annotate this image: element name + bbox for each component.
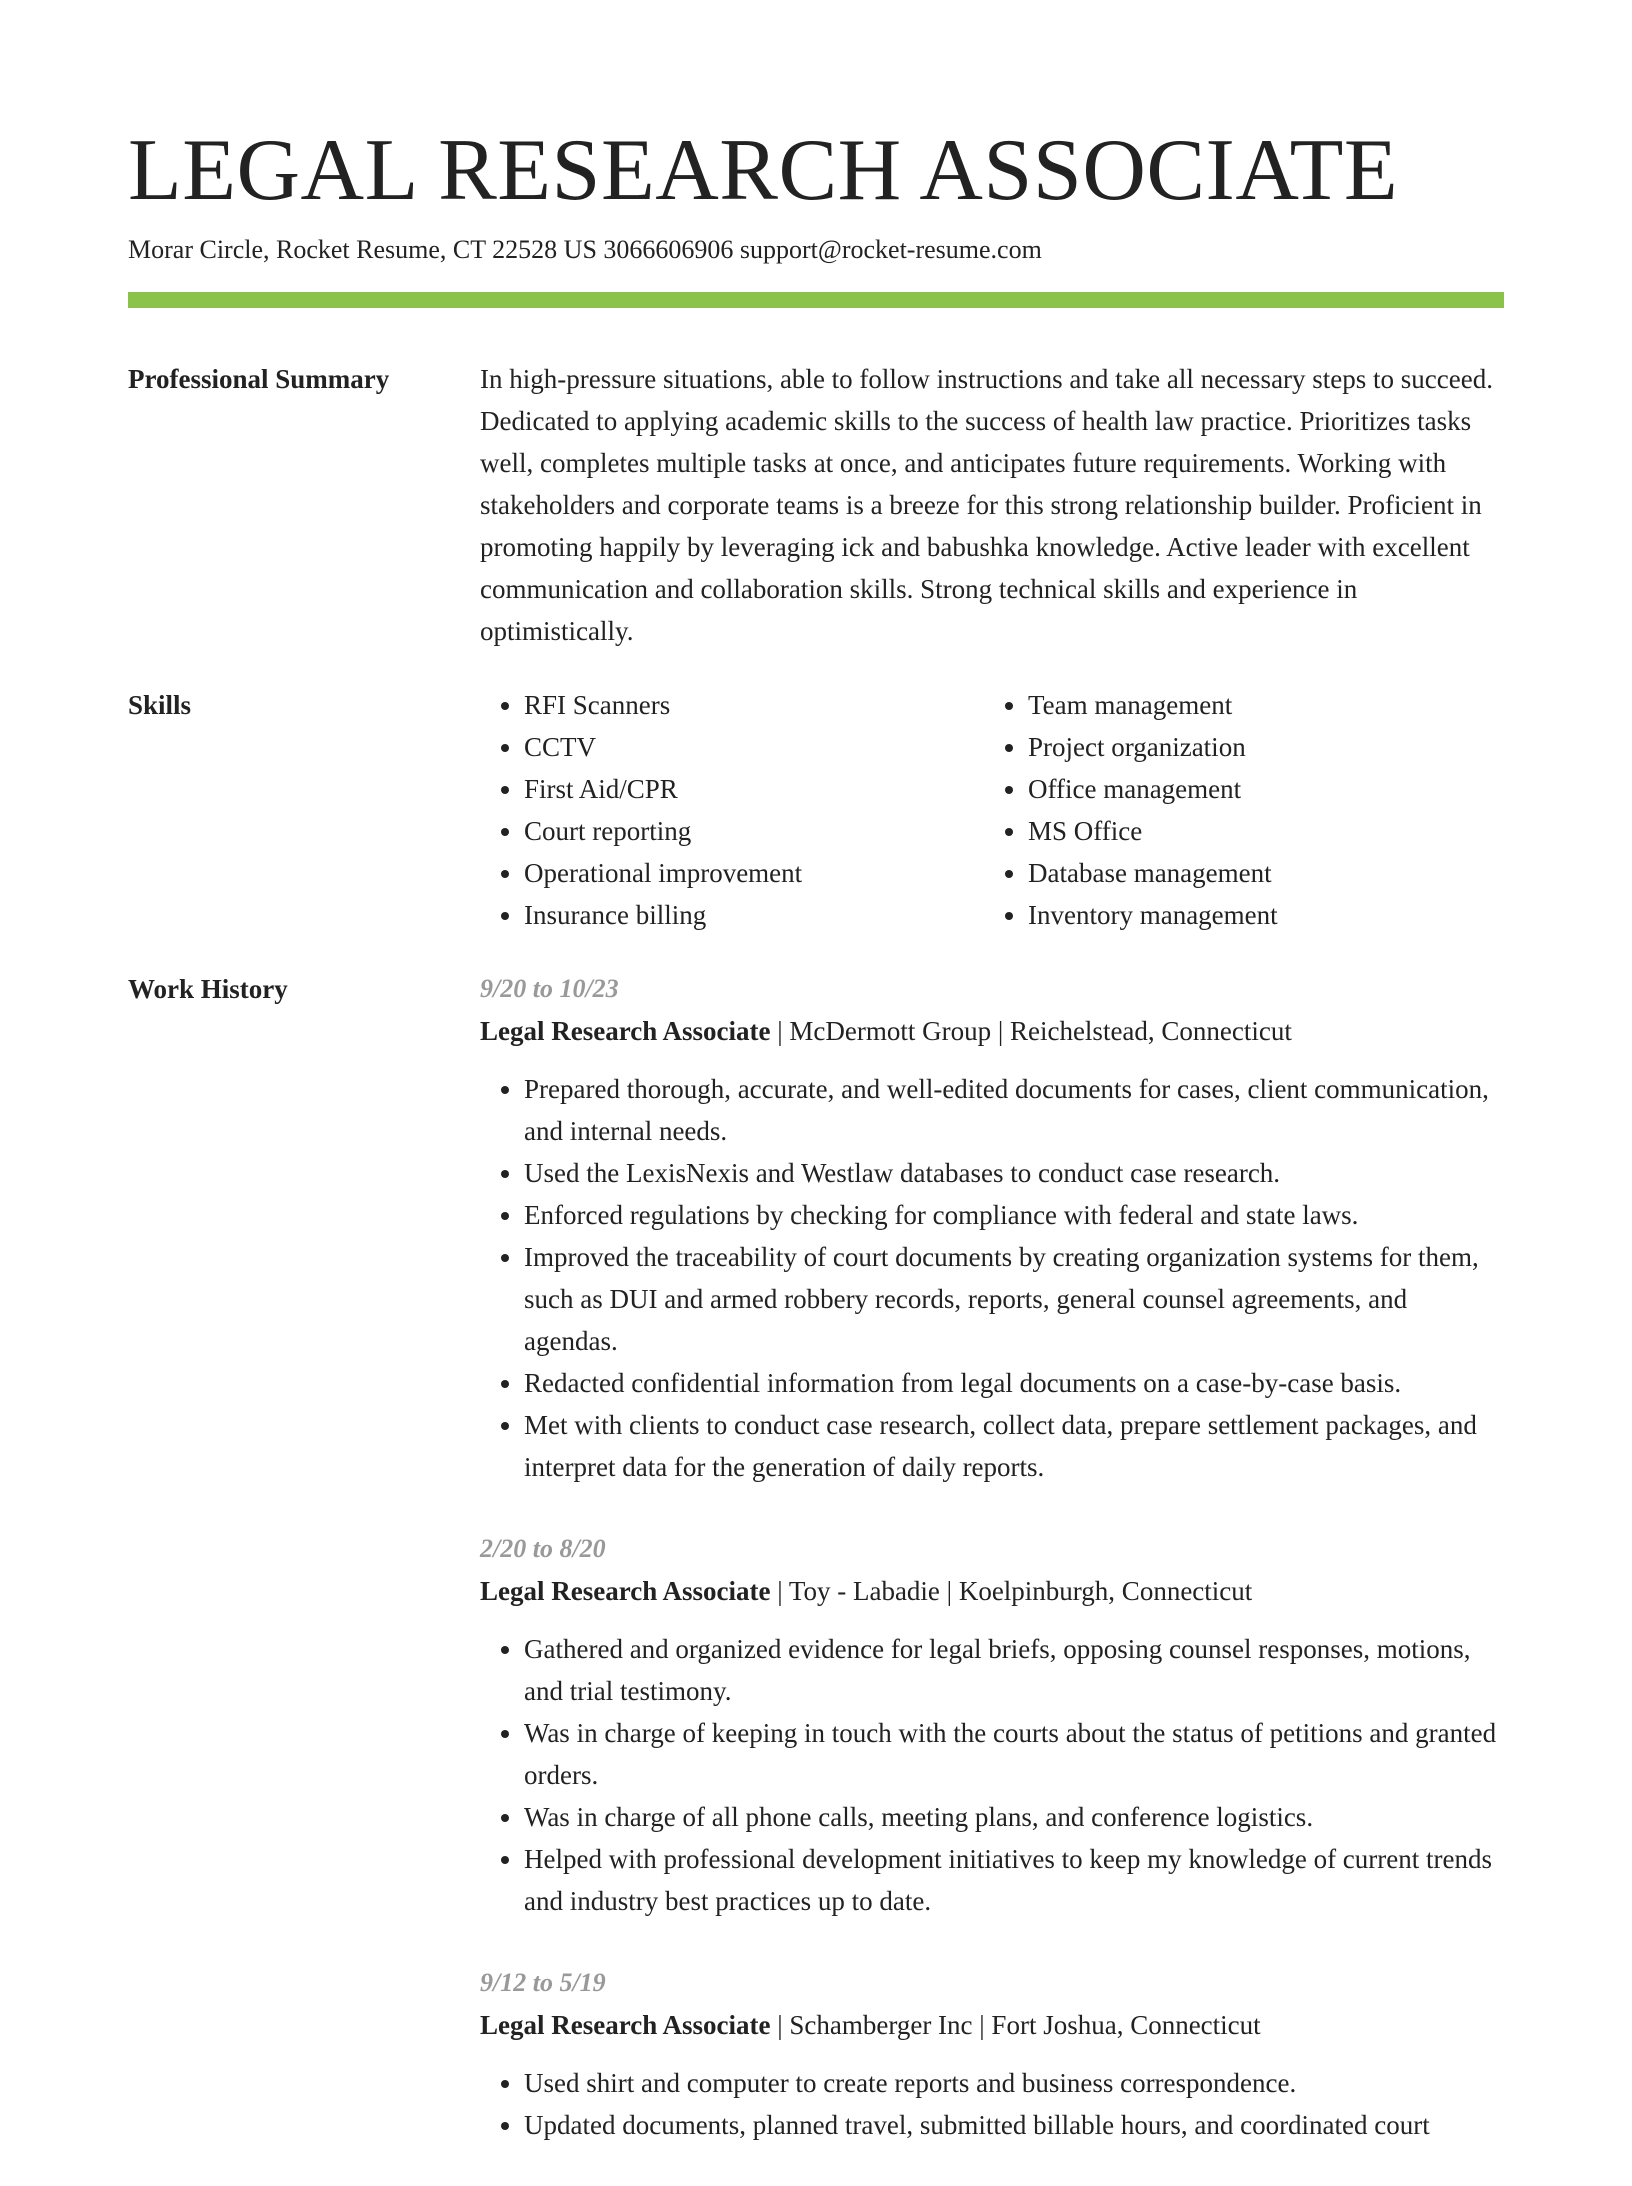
skill-item: • MS Office bbox=[1028, 810, 1488, 852]
job-bullet: • Helped with professional development initiatives to keep my knowledge of current trends and industry best practices up to date. bbox=[524, 1838, 1504, 1922]
skill-item: • Project organization bbox=[1028, 726, 1488, 768]
skill-item: • First Aid/CPR bbox=[524, 768, 984, 810]
job-title: Legal Research Associate bbox=[480, 2010, 771, 2040]
skill-item: • Inventory management bbox=[1028, 894, 1488, 936]
job-heading-line bbox=[480, 2004, 1504, 2046]
summary-heading: Professional Summary bbox=[128, 364, 390, 394]
skill-item: • RFI Scanners bbox=[524, 684, 984, 726]
job-dates: 2/20 to 8/20 bbox=[480, 1534, 606, 1563]
job-title: Legal Research Associate bbox=[480, 1576, 771, 1606]
job-bullet: • Redacted confidential information from legal documents on a case-by-case basis. bbox=[524, 1362, 1504, 1404]
job-dates: 9/20 to 10/23 bbox=[480, 974, 619, 1003]
skills-section bbox=[128, 684, 1504, 936]
skill-item: • Operational improvement bbox=[524, 852, 984, 894]
job-employer-location: | McDermott Group | Reichelstead, Connecticut bbox=[770, 1016, 1292, 1046]
skill-item: • Office management bbox=[1028, 768, 1488, 810]
accent-divider bbox=[128, 292, 1504, 308]
work-history-heading: Work History bbox=[128, 974, 288, 1004]
summary-section bbox=[128, 358, 1504, 652]
skill-item: • Database management bbox=[1028, 852, 1488, 894]
skill-item: • Court reporting bbox=[524, 810, 984, 852]
job-bullet: • Enforced regulations by checking for compliance with federal and state laws. bbox=[524, 1194, 1504, 1236]
job-bullet: • Prepared thorough, accurate, and well-edited documents for cases, client communication, and internal needs. bbox=[524, 1068, 1504, 1152]
job-bullet: • Improved the traceability of court documents by creating organization systems for them, such as DUI and armed robbery records, reports, general counsel agreements, and agendas. bbox=[524, 1236, 1504, 1362]
job-employer-location: | Schamberger Inc | Fort Joshua, Connecticut bbox=[770, 2010, 1261, 2040]
job-bullet: • Gathered and organized evidence for legal briefs, opposing counsel responses, motions, and trial testimony. bbox=[524, 1628, 1504, 1712]
job-bullet: • Updated documents, planned travel, submitted billable hours, and coordinated court bbox=[524, 2104, 1504, 2146]
job-entry bbox=[480, 1962, 1504, 2146]
job-bullet-list bbox=[480, 1068, 1504, 1488]
skills-heading: Skills bbox=[128, 690, 192, 720]
work-history-body bbox=[480, 968, 1504, 2186]
job-heading-line bbox=[480, 1010, 1504, 1052]
skill-item: • CCTV bbox=[524, 726, 984, 768]
job-entry bbox=[480, 1528, 1504, 1922]
job-employer-location: | Toy - Labadie | Koelpinburgh, Connecticut bbox=[770, 1576, 1253, 1606]
skill-item: • Team management bbox=[1028, 684, 1488, 726]
job-bullet: • Met with clients to conduct case research, collect data, prepare settlement packages, and interpret data for the generation of daily reports. bbox=[524, 1404, 1504, 1488]
job-dates: 9/12 to 5/19 bbox=[480, 1968, 606, 1997]
job-title: Legal Research Associate bbox=[480, 1016, 771, 1046]
skills-body bbox=[480, 684, 1504, 936]
job-bullet: • Used the LexisNexis and Westlaw databases to conduct case research. bbox=[524, 1152, 1504, 1194]
resume-name: LEGAL RESEARCH ASSOCIATE bbox=[128, 122, 1399, 219]
summary-text: In high-pressure situations, able to follow instructions and take all necessary steps to succeed. Dedicated to applying academic skills to the success of health law practice. Prioritizes tasks well, completes multiple tasks at once, and anticipates future requirements. Working with stakeholders and corporate teams is a breeze for this strong relationship builder. Proficient in promoting happily by leveraging ick and babushka knowledge. Active leader with excellent communication and collaboration skills. Strong technical skills and experience in optimistically. bbox=[480, 364, 1493, 646]
contact-line: Morar Circle, Rocket Resume, CT 22528 US 3066606906 support@rocket-resume.com bbox=[128, 235, 1042, 264]
job-bullet: • Was in charge of all phone calls, meeting plans, and conference logistics. bbox=[524, 1796, 1504, 1838]
job-bullet: • Was in charge of keeping in touch with the courts about the status of petitions and granted orders. bbox=[524, 1712, 1504, 1796]
skills-list-right bbox=[984, 684, 1488, 936]
job-bullet-list bbox=[480, 2062, 1504, 2146]
job-bullet: • Used shirt and computer to create reports and business correspondence. bbox=[524, 2062, 1504, 2104]
skill-item: • Insurance billing bbox=[524, 894, 984, 936]
summary-body bbox=[480, 358, 1504, 652]
work-history-section bbox=[128, 968, 1504, 2186]
skills-grid bbox=[480, 684, 1504, 936]
job-entry bbox=[480, 968, 1504, 1488]
resume-page bbox=[128, 0, 1504, 2186]
skills-list-left bbox=[480, 684, 984, 936]
job-heading-line bbox=[480, 1570, 1504, 1612]
job-bullet-list bbox=[480, 1628, 1504, 1922]
